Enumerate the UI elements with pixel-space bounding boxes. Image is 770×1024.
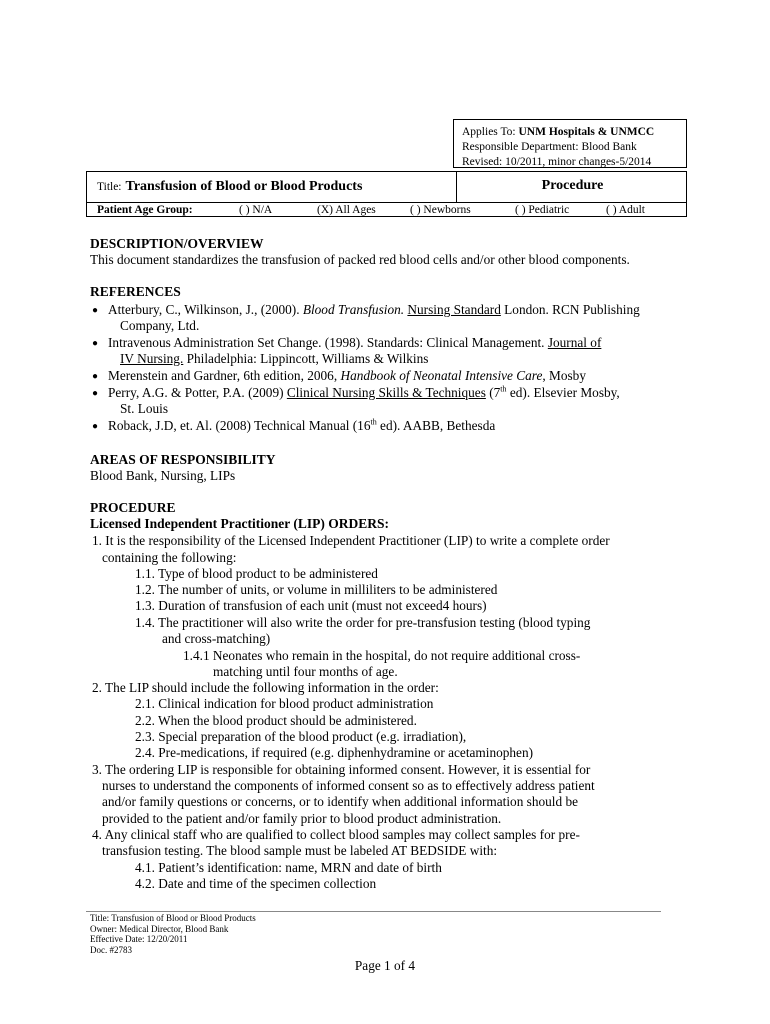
procedure-line: 2.2. When the blood product should be administered. — [135, 713, 417, 728]
reference-text: , Mosby — [542, 368, 586, 383]
footer-title: Title: Transfusion of Blood or Blood Products — [90, 913, 256, 923]
procedure-line: nurses to understand the components of informed consent so as to effectively address patient — [102, 778, 595, 793]
reference-item — [108, 368, 586, 384]
age-option-all: (X) All Ages — [317, 204, 376, 216]
title-table — [86, 171, 687, 217]
page-number: Page 1 of 4 — [354, 958, 416, 973]
age-option-newborns: ( ) Newborns — [410, 204, 471, 216]
age-group-label: Patient Age Group: — [97, 204, 193, 216]
reference-text: Atterbury, C., Wilkinson, J., (2000). — [108, 302, 303, 317]
reference-text: London. RCN Publishing — [500, 302, 640, 317]
procedure-line: 3. The ordering LIP is responsible for obtaining informed consent. However, it is essential for — [92, 762, 591, 777]
revised-date: Revised: 10/2011, minor changes-5/2014 — [462, 156, 652, 168]
procedure-line: 1.2. The number of units, or volume in milliliters to be administered — [135, 582, 498, 597]
footer-doc-number: Doc. #2783 — [90, 944, 132, 955]
procedure-line: 4. Any clinical staff who are qualified to collect blood samples may collect samples for pre- — [92, 827, 580, 842]
superscript: th — [500, 384, 507, 394]
reference-title: Blood Transfusion. — [302, 302, 408, 317]
responsibility-text: Blood Bank, Nursing, LIPs — [90, 468, 236, 483]
reference-journal: Journal of — [547, 335, 602, 350]
reference-journal: IV Nursing. — [120, 351, 184, 366]
reference-continuation — [120, 351, 428, 367]
footer-effective-date: Effective Date: 12/20/2011 — [90, 934, 188, 944]
applies-label: Applies To: — [462, 126, 516, 138]
procedure-line: and cross-matching) — [162, 631, 271, 646]
procedure-heading: PROCEDURE — [90, 500, 176, 515]
references-heading: REFERENCES — [90, 284, 181, 299]
reference-continuation: Company, Ltd. — [120, 318, 200, 333]
reference-text: (7 — [485, 385, 501, 400]
bullet-icon: ● — [92, 388, 99, 399]
title-cell — [97, 179, 362, 195]
reference-item — [108, 418, 495, 434]
applies-value: UNM Hospitals & UNMCC — [518, 126, 655, 138]
reference-item — [108, 385, 620, 401]
procedure-line: 2.1. Clinical indication for blood product administration — [135, 696, 434, 711]
procedure-line: 1.3. Duration of transfusion of each unit (must not exceed4 hours) — [135, 598, 487, 613]
reference-journal: Nursing Standard — [407, 302, 501, 317]
reference-text: Merenstein and Gardner, 6th edition, 2006, — [108, 368, 341, 383]
reference-title: Handbook of Neonatal Intensive Care — [340, 368, 543, 383]
procedure-line: containing the following: — [102, 550, 237, 565]
responsible-department: Responsible Department: Blood Bank — [462, 141, 637, 153]
reference-text: Philadelphia: Lippincott, Williams & Wilkins — [183, 351, 429, 366]
procedure-subheading: Licensed Independent Practitioner (LIP) ORDERS: — [90, 516, 389, 531]
procedure-line: transfusion testing. The blood sample must be labeled AT BEDSIDE with: — [102, 843, 498, 858]
bullet-icon: ● — [92, 305, 99, 316]
description-text: This document standardizes the transfusion of packed red blood cells and/or other blood components. — [90, 252, 630, 267]
bullet-icon: ● — [92, 338, 99, 349]
procedure-line: 1.4. The practitioner will also write the order for pre-transfusion testing (blood typing — [135, 615, 591, 630]
procedure-line: 1.4.1 Neonates who remain in the hospital, do not require additional cross- — [183, 648, 581, 663]
footer-owner: Owner: Medical Director, Blood Bank — [90, 923, 229, 934]
reference-continuation: St. Louis — [120, 401, 169, 416]
title-row — [87, 172, 686, 203]
document-title: Transfusion of Blood or Blood Products — [125, 179, 363, 194]
patient-age-row — [87, 203, 686, 218]
procedure-line: 4.2. Date and time of the specimen collection — [135, 876, 377, 891]
procedure-line: 1. It is the responsibility of the Licensed Independent Practitioner (LIP) to write a complete order — [92, 533, 610, 548]
reference-text: ed). AABB, Bethesda — [376, 418, 496, 433]
age-option-adult: ( ) Adult — [606, 204, 645, 216]
reference-text: Roback, J.D, et. Al. (2008) Technical Manual (16 — [108, 418, 371, 433]
reference-item — [108, 335, 601, 351]
procedure-line: 4.1. Patient’s identification: name, MRN and date of birth — [135, 860, 442, 875]
reference-title: Clinical Nursing Skills & Techniques — [286, 385, 486, 400]
age-option-pediatric: ( ) Pediatric — [515, 204, 570, 216]
procedure-line: and/or family questions or concerns, or to identify when additional information should be — [102, 794, 578, 809]
bullet-icon: ● — [92, 371, 99, 382]
document-type: Procedure — [541, 178, 604, 193]
bullet-icon: ● — [92, 421, 99, 432]
procedure-line: 2.4. Pre-medications, if required (e.g. diphenhydramine or acetaminophen) — [135, 745, 534, 760]
reference-item — [108, 302, 640, 318]
age-option-na: ( ) N/A — [239, 204, 273, 216]
footer-divider — [86, 911, 661, 912]
reference-text: Intravenous Administration Set Change. (1998). Standards: Clinical Management. — [108, 335, 548, 350]
footer-block — [90, 913, 256, 955]
reference-text: ed). Elsevier Mosby, — [506, 385, 620, 400]
procedure-line: 2.3. Special preparation of the blood product (e.g. irradiation), — [135, 729, 467, 744]
procedure-line: matching until four months of age. — [213, 664, 398, 679]
superscript: th — [370, 417, 377, 427]
applies-to-box — [453, 119, 687, 168]
title-label: Title: — [97, 181, 122, 193]
procedure-line: provided to the patient and/or family prior to blood product administration. — [102, 811, 502, 826]
description-heading: DESCRIPTION/OVERVIEW — [90, 236, 264, 251]
procedure-line: 2. The LIP should include the following information in the order: — [92, 680, 439, 695]
responsibility-heading: AREAS OF RESPONSIBILITY — [90, 452, 276, 467]
procedure-line: 1.1. Type of blood product to be administered — [135, 566, 378, 581]
reference-text: Perry, A.G. & Potter, P.A. (2009) — [108, 385, 287, 400]
